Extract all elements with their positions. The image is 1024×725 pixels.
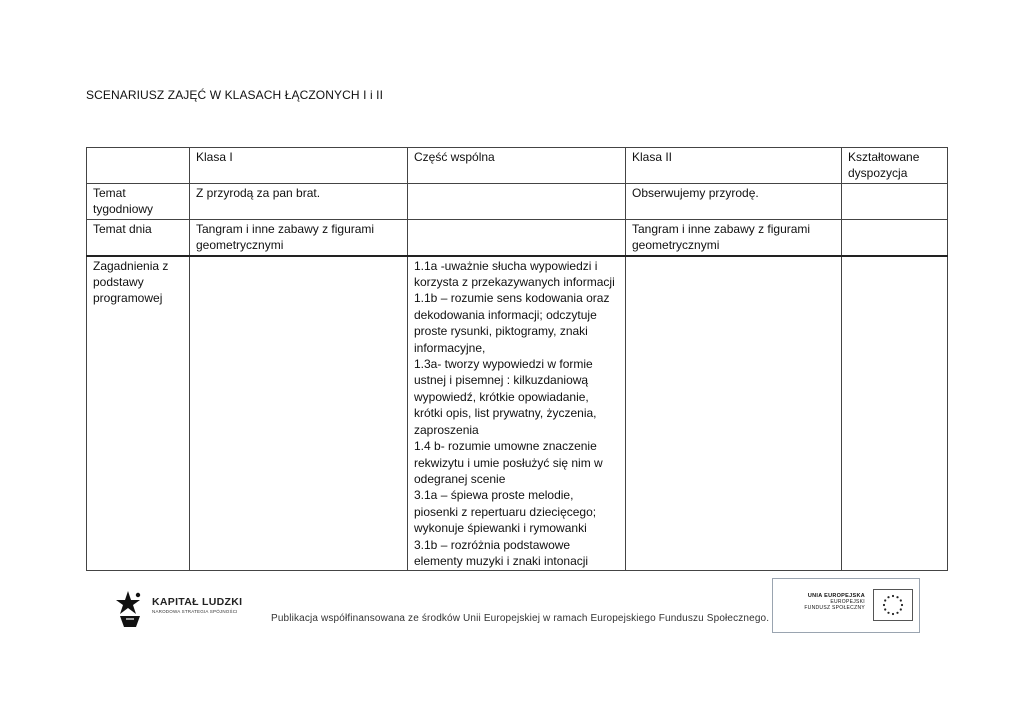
cell-klasa-2: Tangram i inne zabawy z figurami geometrycznymi xyxy=(626,219,842,255)
eu-fund-label-2: FUNDUSZ SPOŁECZNY xyxy=(804,605,865,611)
cell-klasa-2 xyxy=(626,256,842,571)
eu-fund-label-1: EUROPEJSKI xyxy=(830,599,865,605)
eu-flag-icon xyxy=(873,589,913,621)
cell-klasa-2: Obserwujemy przyrodę. xyxy=(626,184,842,220)
kapital-ludzki-text xyxy=(152,596,242,614)
lesson-table xyxy=(86,147,948,571)
header-cell-czesc-wspolna: Część wspólna xyxy=(408,148,626,184)
kapital-ludzki-star-figure-icon xyxy=(114,589,148,629)
curriculum-item: 1.1b – rozumie sens kodowania oraz dekodowania informacji; odczytuje proste rysunki, piktogramy, znaki informacyjne, xyxy=(414,291,610,355)
curriculum-item: 1.3a- tworzy wypowiedzi w formie ustnej i pisemnej : kilkuzdaniową wypowiedź, krótkie opowiadanie, krótki opis, list prywatny, życzenia, zaproszenia xyxy=(414,357,597,437)
curriculum-item: 1.1a -uważnie słucha wypowiedzi i korzysta z przekazywanych informacji xyxy=(414,258,615,290)
cell-dyspozycje xyxy=(842,184,948,220)
header-cell-dyspozycje: Kształtowane dyspozycja xyxy=(842,148,948,184)
cell-czesc-wspolna xyxy=(408,256,626,571)
row-label: Temat tygodniowy xyxy=(87,184,190,220)
row-label: Temat dnia xyxy=(87,219,190,255)
table-header-row xyxy=(87,148,948,184)
kapital-ludzki-logo xyxy=(114,589,264,629)
cell-klasa-1: Z przyrodą za pan brat. xyxy=(190,184,408,220)
eu-union-label: UNIA EUROPEJSKA xyxy=(807,593,865,599)
document-title: SCENARIUSZ ZAJĘĆ W KLASACH ŁĄCZONYCH I i II xyxy=(86,88,384,102)
kapital-ludzki-subtitle: NARODOWA STRATEGIA SPÓJNOŚCI xyxy=(152,609,238,614)
table-row xyxy=(87,256,948,571)
header-cell-klasa-2: Klasa II xyxy=(626,148,842,184)
eu-text xyxy=(783,593,865,611)
curriculum-item: 1.4 b- rozumie umowne znaczenie rekwizytu i umie posłużyć się nim w odegranej scenie xyxy=(414,439,603,486)
curriculum-item: 3.1a – śpiewa proste melodie, piosenki z repertuaru dziecięcego; wykonuje śpiewanki i rymowanki xyxy=(414,488,597,536)
header-cell-klasa-1: Klasa I xyxy=(190,148,408,184)
eu-logo-box xyxy=(772,578,920,633)
cell-czesc-wspolna xyxy=(408,219,626,255)
cell-dyspozycje xyxy=(842,256,948,571)
curriculum-item: 3.1b – rozróżnia podstawowe elementy muzyki i znaki intonacji xyxy=(414,537,589,568)
cell-klasa-1: Tangram i inne zabawy z figurami geometrycznymi xyxy=(190,219,408,255)
cell-dyspozycje xyxy=(842,219,948,255)
cell-czesc-wspolna xyxy=(408,184,626,220)
row-label: Zagadnienia z podstawy programowej xyxy=(87,256,190,571)
header-cell-empty xyxy=(87,148,190,184)
table-row xyxy=(87,219,948,255)
kapital-ludzki-name: KAPITAŁ LUDZKI xyxy=(152,596,243,608)
funding-notice: Publikacja współfinansowana ze środków Unii Europejskiej w ramach Europejskiego Funduszu Społecznego. xyxy=(271,613,770,624)
cell-klasa-1 xyxy=(190,256,408,571)
table-row xyxy=(87,184,948,220)
